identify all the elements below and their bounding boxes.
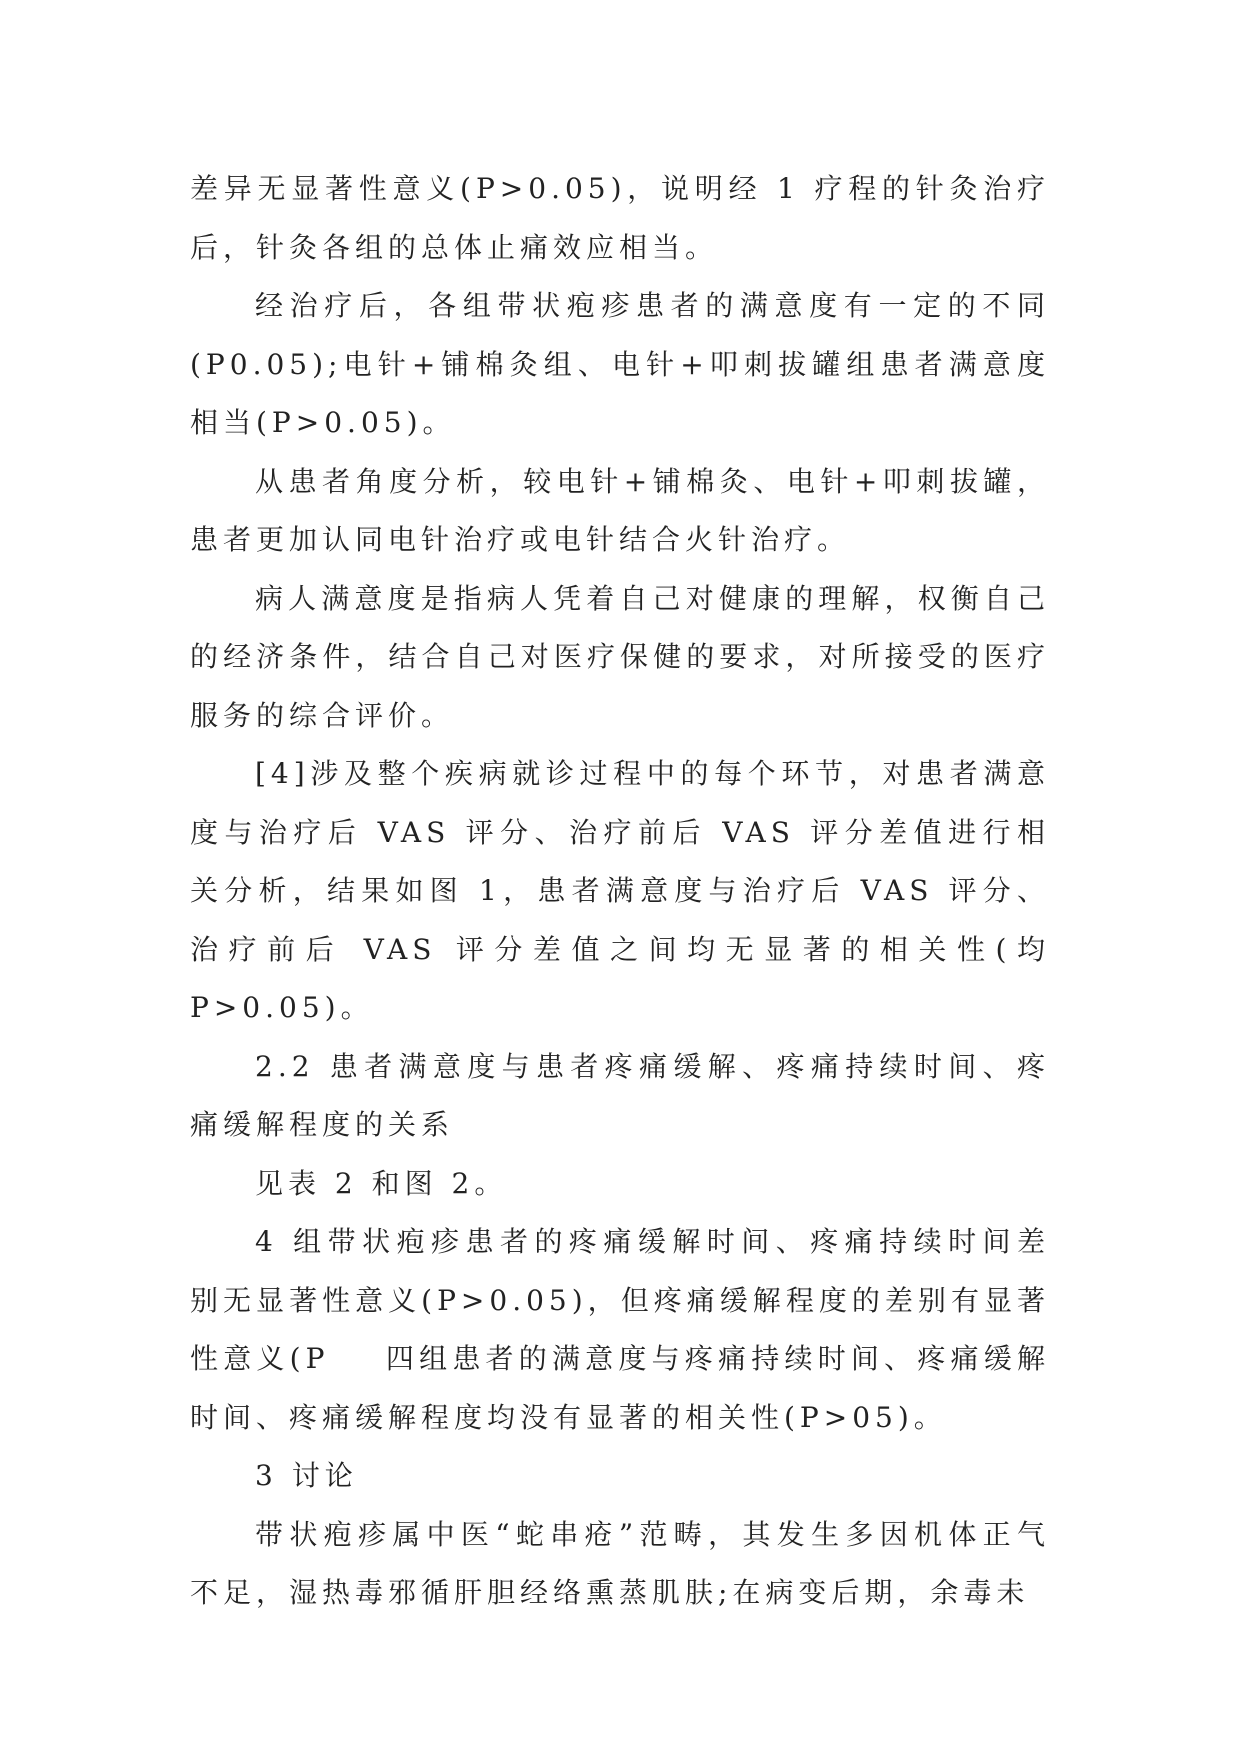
paragraph-continuation: 差异无显著性意义(P>0.05)，说明经 1 疗程的针灸治疗后，针灸各组的总体止痛效应相当。: [190, 172, 1050, 264]
section-heading-2-2: 2.2 患者满意度与患者疼痛缓解、疼痛持续时间、疼痛缓解程度的关系: [190, 1049, 1050, 1141]
document-page: [190, 160, 1064, 1623]
paragraph-satisfaction-definition: 病人满意度是指病人凭着自己对健康的理解，权衡自己的经济条件，结合自己对医疗保健的要求，对所接受的医疗服务的综合评价。: [190, 581, 1050, 732]
paragraph-table-reference: 见表 2 和图 2。: [255, 1166, 508, 1200]
paragraph-pain-relief-results: 4 组带状疱疹患者的疼痛缓解时间、疼痛持续时间差别无显著性意义(P>0.05)，但疼痛缓解程度的差别有显著性意义(P 四组患者的满意度与疼痛持续时间、疼痛缓解时间、疼痛缓解程度均没有显著的相关性(P>05)。: [190, 1225, 1050, 1434]
paragraph-discussion: 带状疱疹属中医“蛇串疮”范畴，其发生多因机体正气不足，湿热毒邪循肝胆经络熏蒸肌肤;在病变后期，余毒未: [190, 1517, 1050, 1609]
section-heading-3-discussion: 3 讨论: [255, 1459, 358, 1492]
paragraph-vas-correlation: [4]涉及整个疾病就诊过程中的每个环节，对患者满意度与治疗后 VAS 评分、治疗前后 VAS 评分差值进行相关分析，结果如图 1，患者满意度与治疗后 VAS 评分、治疗前后 VAS 评分差值之间均无显著的相关性(均 P>0.05)。: [190, 757, 1064, 1024]
paragraph-patient-perspective: 从患者角度分析，较电针+铺棉灸、电针+叩刺拔罐，患者更加认同电针治疗或电针结合火针治疗。: [190, 464, 1050, 556]
paragraph-satisfaction-results: 经治疗后，各组带状疱疹患者的满意度有一定的不同(P0.05);电针+铺棉灸组、电针+叩刺拔罐组患者满意度相当(P>0.05)。: [190, 289, 1050, 439]
